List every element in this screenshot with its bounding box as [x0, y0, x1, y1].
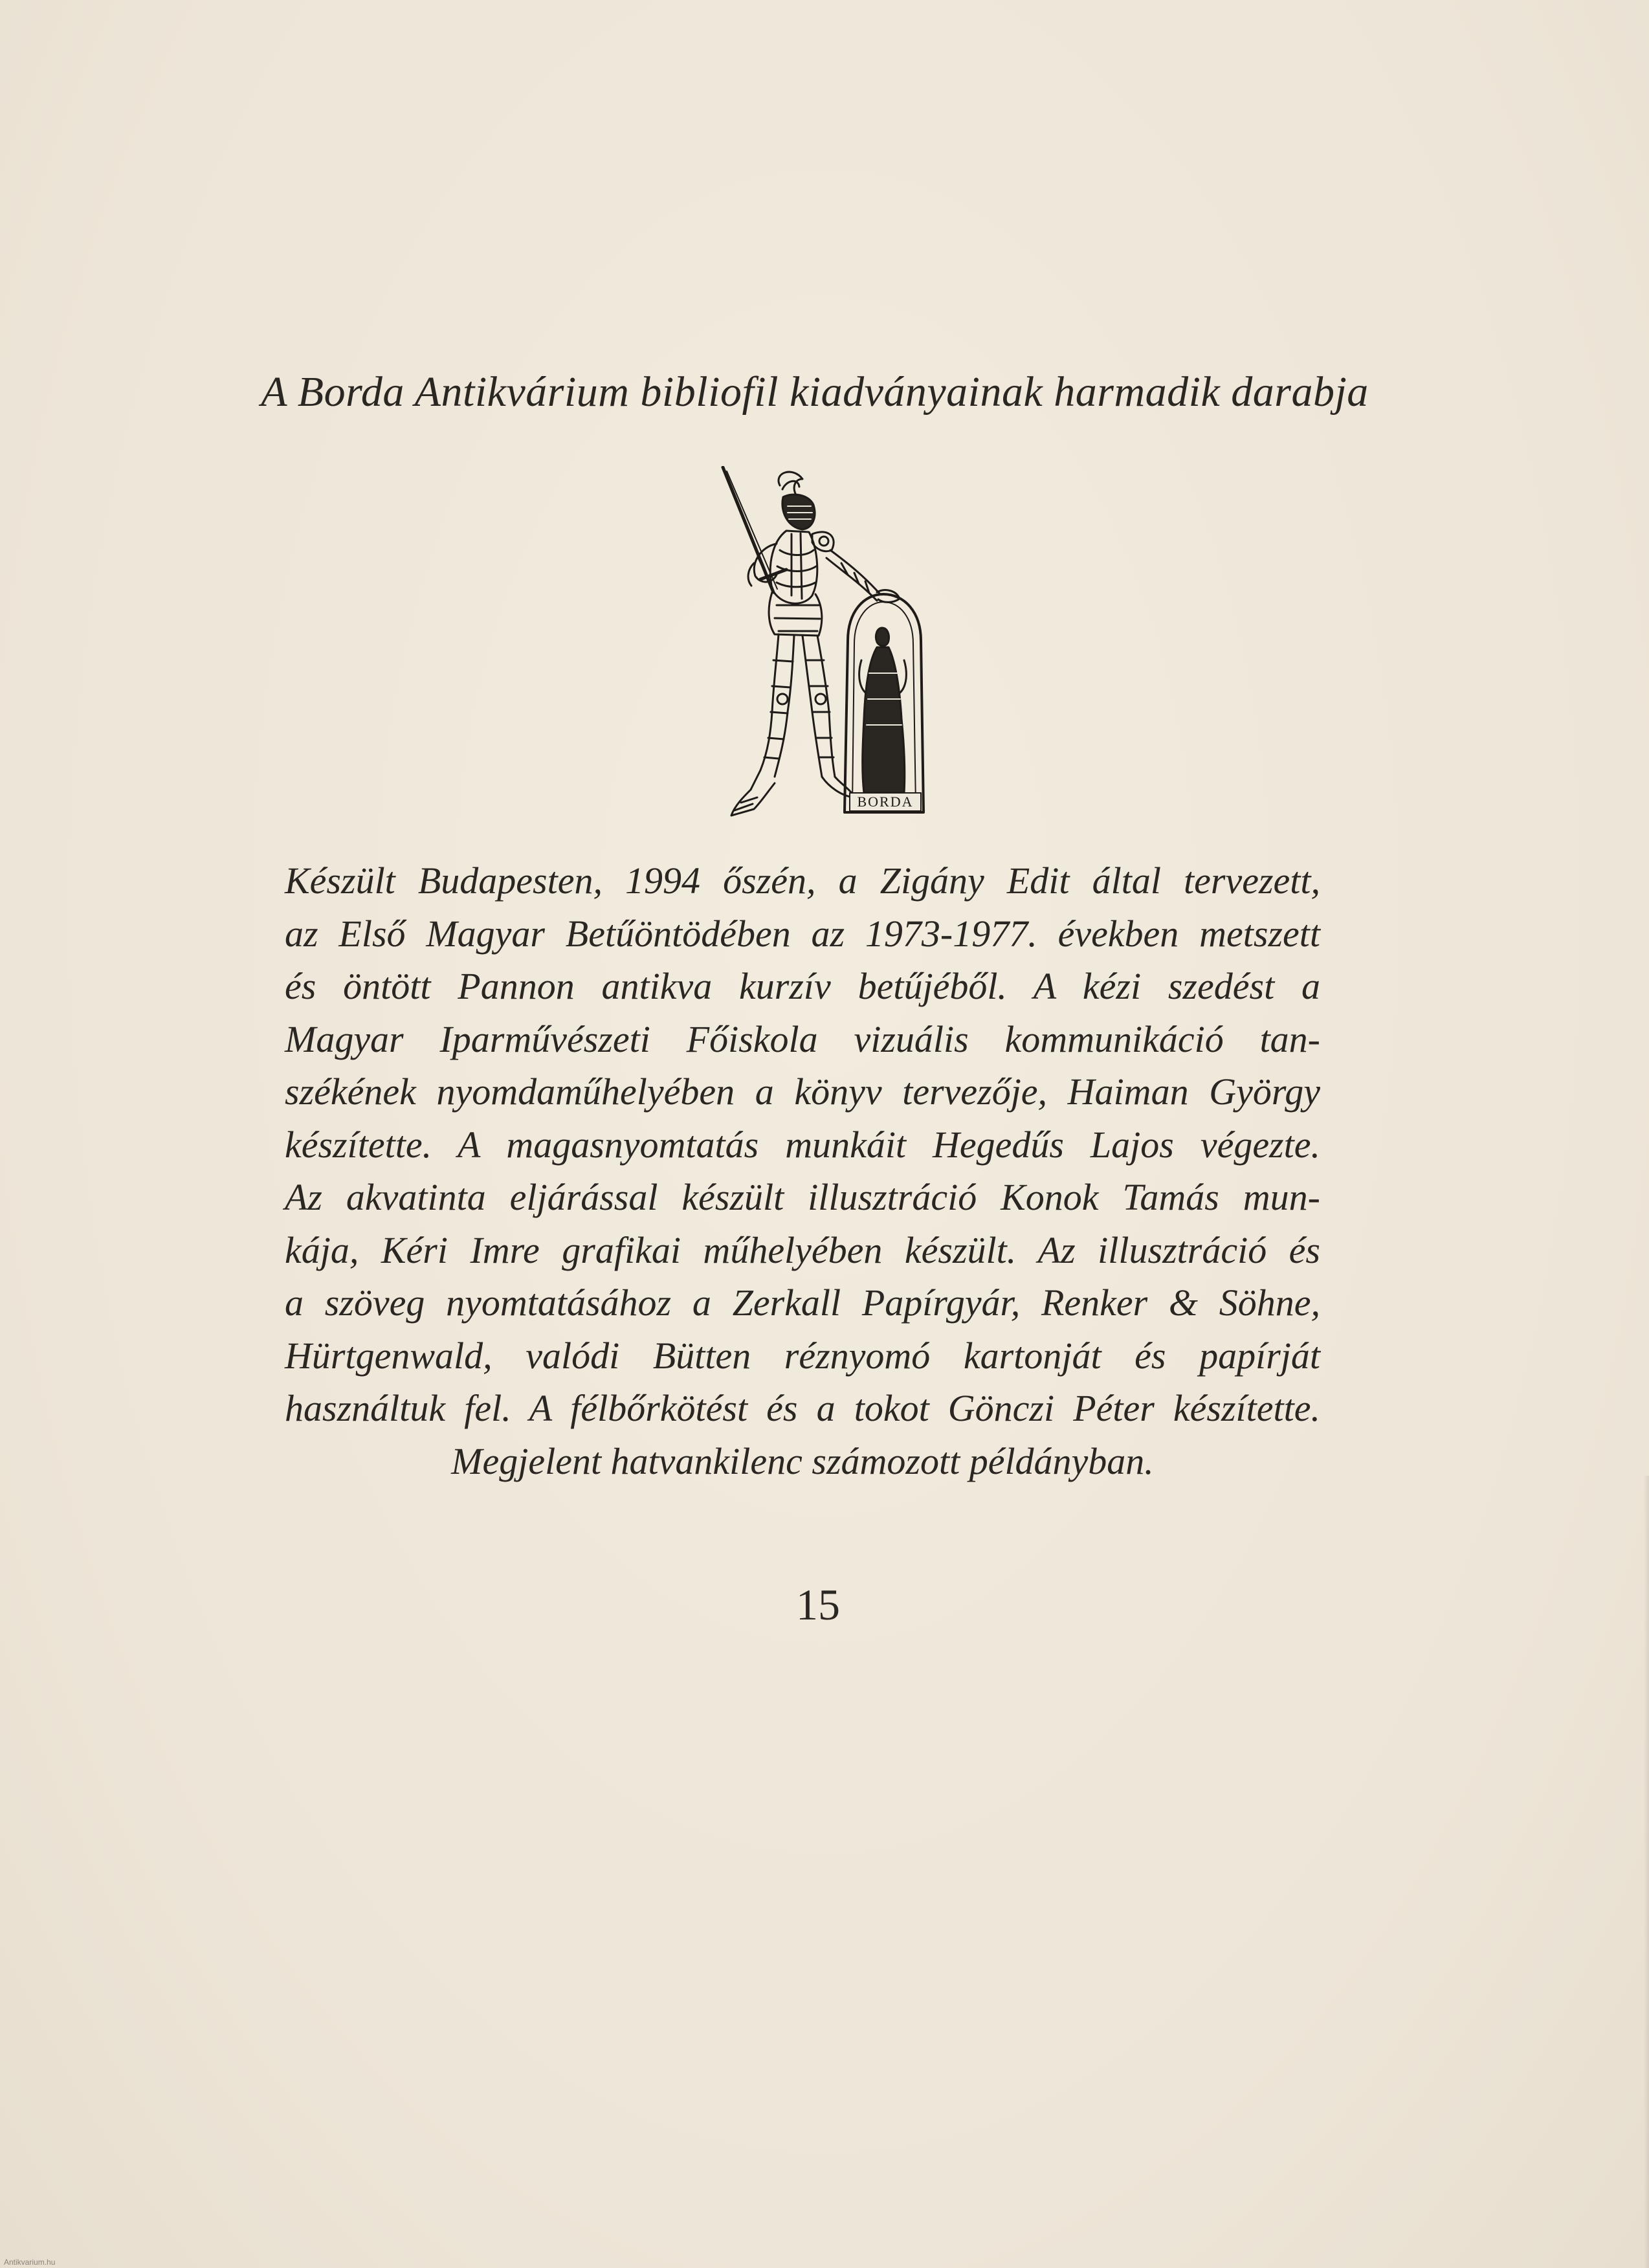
colophon-line: használtuk fel. A félbőrkötést és a tokot Gönczi Péter készítette.	[285, 1387, 1320, 1429]
colophon-line: Készült Budapesten, 1994 őszén, a Zigány Edit által tervezett,	[285, 860, 1320, 902]
colophon-text	[285, 854, 1320, 1487]
colophon-line: kája, Kéri Imre grafikai műhelyében készült. Az illusztráció és	[285, 1228, 1320, 1271]
knight-with-shield-icon	[715, 466, 935, 819]
series-note: A Borda Antikvárium bibliofil kiadványainak harmadik darabja	[261, 368, 1369, 416]
colophon-line: Magyar Iparművészeti Főiskola vizuális kommunikáció tan-	[285, 1017, 1320, 1060]
colophon-line: Hürtgenwald, valódi Bütten réznyomó kartonját és papírját	[285, 1334, 1320, 1377]
colophon-line: Az akvatinta eljárással készült illusztráció Konok Tamás mun-	[285, 1176, 1320, 1218]
page-number: 15	[796, 1580, 840, 1629]
colophon-line: az Első Magyar Betűöntödében az 1973-1977. években metszett	[285, 912, 1320, 955]
colophon-line: a szöveg nyomtatásához a Zerkall Papírgyár, Renker & Söhne,	[285, 1282, 1320, 1324]
printer-mark-label: BORDA	[857, 794, 914, 810]
colophon-final-line: Megjelent hatvankilenc számozott példányban.	[451, 1440, 1154, 1482]
colophon-line: és öntött Pannon antikva kurzív betűjéből. A kézi szedést a	[285, 965, 1320, 1007]
page-edge-shadow	[1644, 1476, 1649, 2268]
colophon-line: székének nyomdaműhelyében a könyv tervezője, Haiman György	[285, 1071, 1320, 1113]
watermark: Antikvarium.hu	[4, 2258, 56, 2267]
colophon-line: készítette. A magasnyomtatás munkáit Hegedűs Lajos végezte.	[285, 1123, 1320, 1166]
